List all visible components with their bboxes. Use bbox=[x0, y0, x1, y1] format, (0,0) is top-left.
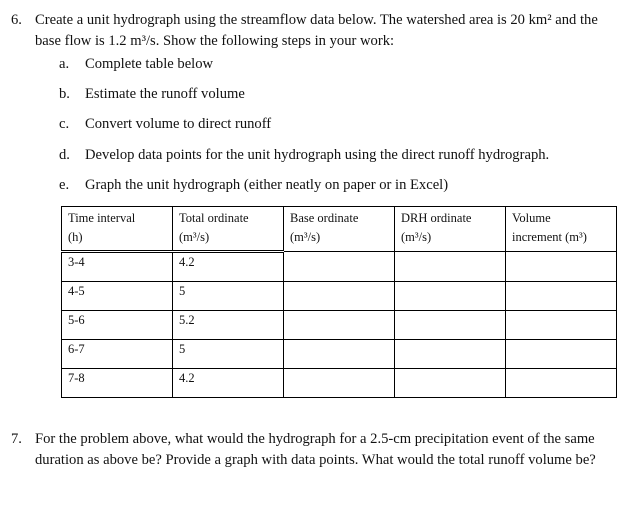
cell-drh[interactable] bbox=[395, 340, 506, 369]
header-time-interval bbox=[62, 207, 173, 252]
header-base-ordinate bbox=[284, 207, 395, 252]
cell-base[interactable] bbox=[284, 369, 395, 398]
cell-total: 5 bbox=[173, 282, 284, 311]
cell-drh[interactable] bbox=[395, 369, 506, 398]
cell-total: 5.2 bbox=[173, 311, 284, 340]
header-volume-increment bbox=[506, 207, 617, 252]
question-7-number: 7. bbox=[11, 431, 22, 447]
table-row bbox=[62, 311, 617, 340]
step-text: Graph the unit hydrograph (either neatly on paper or in Excel) bbox=[85, 177, 449, 193]
step-label: c. bbox=[59, 116, 70, 132]
table-row bbox=[62, 252, 617, 282]
cell-base[interactable] bbox=[284, 282, 395, 311]
header-unit: (m³/s) bbox=[401, 230, 432, 244]
step-label: e. bbox=[59, 177, 70, 193]
cell-total: 4.2 bbox=[173, 252, 284, 282]
step-text: Complete table below bbox=[85, 56, 214, 72]
cell-interval: 4-5 bbox=[62, 282, 173, 311]
cell-total: 5 bbox=[173, 340, 284, 369]
step-label: a. bbox=[59, 56, 70, 72]
cell-interval: 6-7 bbox=[62, 340, 173, 369]
header-line: Volume bbox=[512, 211, 551, 225]
table-row bbox=[62, 282, 617, 311]
header-unit: (m³/s) bbox=[179, 230, 210, 244]
step-label: b. bbox=[59, 86, 70, 102]
table-header-row bbox=[62, 207, 617, 252]
question-6 bbox=[11, 10, 626, 52]
cell-interval: 5-6 bbox=[62, 311, 173, 340]
question-7 bbox=[11, 429, 621, 471]
table-row bbox=[62, 369, 617, 398]
step-text: Convert volume to direct runoff bbox=[85, 116, 272, 132]
cell-drh[interactable] bbox=[395, 252, 506, 282]
streamflow-table bbox=[61, 206, 617, 398]
cell-interval: 7-8 bbox=[62, 369, 173, 398]
header-unit: (m³/s) bbox=[290, 230, 321, 244]
header-line: Time interval bbox=[68, 211, 136, 225]
step-label: d. bbox=[59, 147, 70, 163]
question-7-text: For the problem above, what would the hydrograph for a 2.5-cm precipitation event of the same duration as above be? Provide a graph with data points. What would the total runoff volume be? bbox=[35, 431, 596, 468]
table-row bbox=[62, 340, 617, 369]
cell-volume[interactable] bbox=[506, 311, 617, 340]
header-total-ordinate bbox=[173, 207, 284, 252]
header-line: DRH ordinate bbox=[401, 211, 472, 225]
step-text: Estimate the runoff volume bbox=[85, 86, 245, 102]
header-line: Base ordinate bbox=[290, 211, 359, 225]
header-drh-ordinate bbox=[395, 207, 506, 252]
header-unit: increment (m³) bbox=[512, 230, 587, 244]
question-6-text: Create a unit hydrograph using the streamflow data below. The watershed area is 20 km² and the base flow is 1.2 m³/s. Show the following steps in your work: bbox=[35, 12, 598, 49]
cell-total: 4.2 bbox=[173, 369, 284, 398]
question-6-number: 6. bbox=[11, 12, 22, 28]
cell-interval: 3-4 bbox=[62, 252, 173, 282]
header-line: Total ordinate bbox=[179, 211, 249, 225]
cell-base[interactable] bbox=[284, 340, 395, 369]
cell-base[interactable] bbox=[284, 252, 395, 282]
cell-drh[interactable] bbox=[395, 282, 506, 311]
step-text: Develop data points for the unit hydrograph using the direct runoff hydrograph. bbox=[85, 147, 550, 163]
cell-volume[interactable] bbox=[506, 252, 617, 282]
cell-drh[interactable] bbox=[395, 311, 506, 340]
cell-base[interactable] bbox=[284, 311, 395, 340]
header-unit: (h) bbox=[68, 230, 83, 244]
cell-volume[interactable] bbox=[506, 340, 617, 369]
cell-volume[interactable] bbox=[506, 282, 617, 311]
cell-volume[interactable] bbox=[506, 369, 617, 398]
